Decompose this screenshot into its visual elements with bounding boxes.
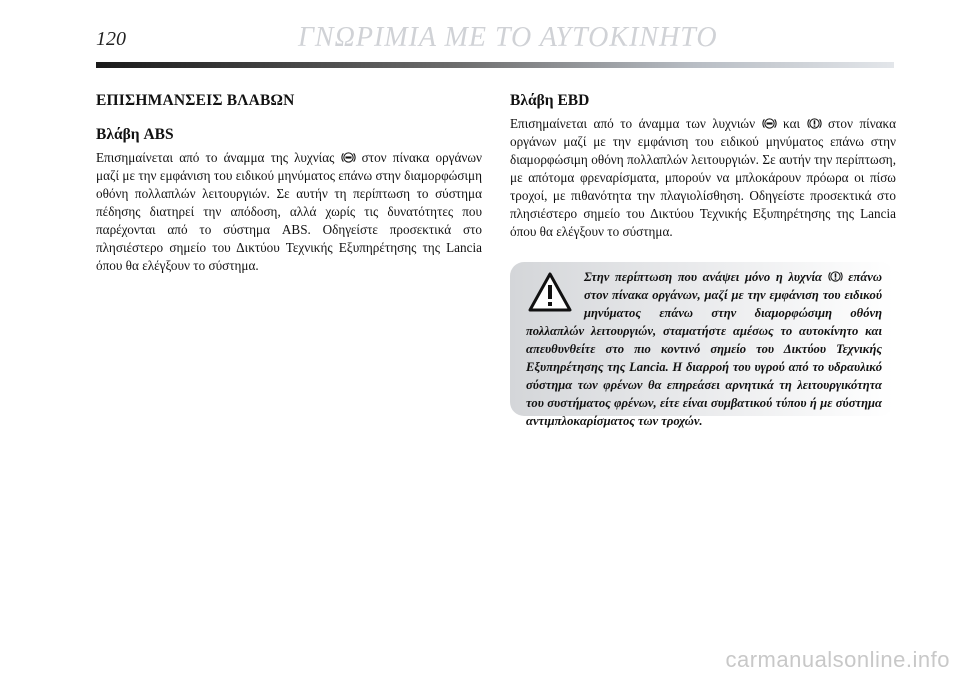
warning-box [510, 262, 894, 428]
ebd-fault-heading: Βλάβη EBD [510, 92, 590, 109]
header-rule [96, 62, 894, 68]
watermark: carmanualsonline.info [725, 647, 950, 672]
page-number: 120 [96, 28, 126, 50]
section-heading: ΕΠΙΣΗΜΑΝΣΕΙΣ ΒΛΑΒΩΝ [96, 92, 295, 109]
brake-warning-light-icon [828, 269, 843, 284]
abs-warning-light-icon [762, 116, 777, 131]
left-column [96, 92, 482, 275]
page-header-title: ΓΝΩΡΙΜΙΑ ΜΕ ΤΟ ΑΥΤΟΚΙΝΗΤΟ [298, 22, 718, 53]
ebd-fault-text: Επισημαίνεται από το άναμμα των λυχνιών και στον πίνακα οργάνων μαζί με την εμφάνιση του ειδικού μηνύματος επάνω στην διαμορφώσιμη οθόνη πολλαπλών λειτουργιών. Σε αυτήν την περίπτωση, με απότομα φρεναρίσματα, μπορούν να μπλοκάρουν πρόωρα οι πίσω τροχοί, με πιθανότητα την πλαγιολίσθηση. Οδηγείστε προσεκτικά στο πλησιέστερο σημείο του Δικτύου Τεχνικής Εξυπηρέτησης της Lancia όπου θα ελέγξουν το σύστημα. [510, 116, 897, 239]
abs-fault-heading: Βλάβη ABS [96, 126, 174, 143]
right-column [510, 92, 896, 241]
abs-fault-text: Επισημαίνεται από το άναμμα της λυχνίας στον πίνακα οργάνων μαζί με την εμφάνιση του ειδικού μηνύματος επάνω στην διαμορφώσιμη οθόνη πολλαπλών λειτουργιών. Σε αυτήν τη περίπτωση το σύστημα πέδησης διατηρεί την απόδοση, αλλά χωρίς τις δυνατότητες που παρέχονται από το σύστημα ABS. Οδηγείστε προσεκτικά στο πλησιέστερο σημείο του Δικτύου Τεχνικής Εξυπηρέτησης της Lancia όπου θα ελέγξουν το σύστημα. [96, 150, 482, 273]
brake-warning-light-icon [807, 116, 822, 131]
abs-warning-light-icon [341, 150, 356, 165]
warning-text: Στην περίπτωση που ανάψει μόνο η λυχνία επάνω στον πίνακα οργάνων, μαζί με την εμφάνιση του ειδικού μηνύματος επάνω στην διαμορφώσιμη οθόνη πολλαπλών λειτουργιών, σταματήστε αμέσως το αυτοκίνητο και απευθυνθείτε στο πιο κοντινό σημείο του Δικτύου Τεχνικής Εξυπηρέτησης της Lancia. Η διαρροή του υγρού από το υδραυλικό σύστημα των φρένων θα επηρεάσει αρνητικά τη λειτουργικότητα του συστήματος φρένων, είτε είναι συμβατικού τύπου ή με σύστημα αντιμπλοκαρίσματος των τροχών. [526, 270, 882, 428]
